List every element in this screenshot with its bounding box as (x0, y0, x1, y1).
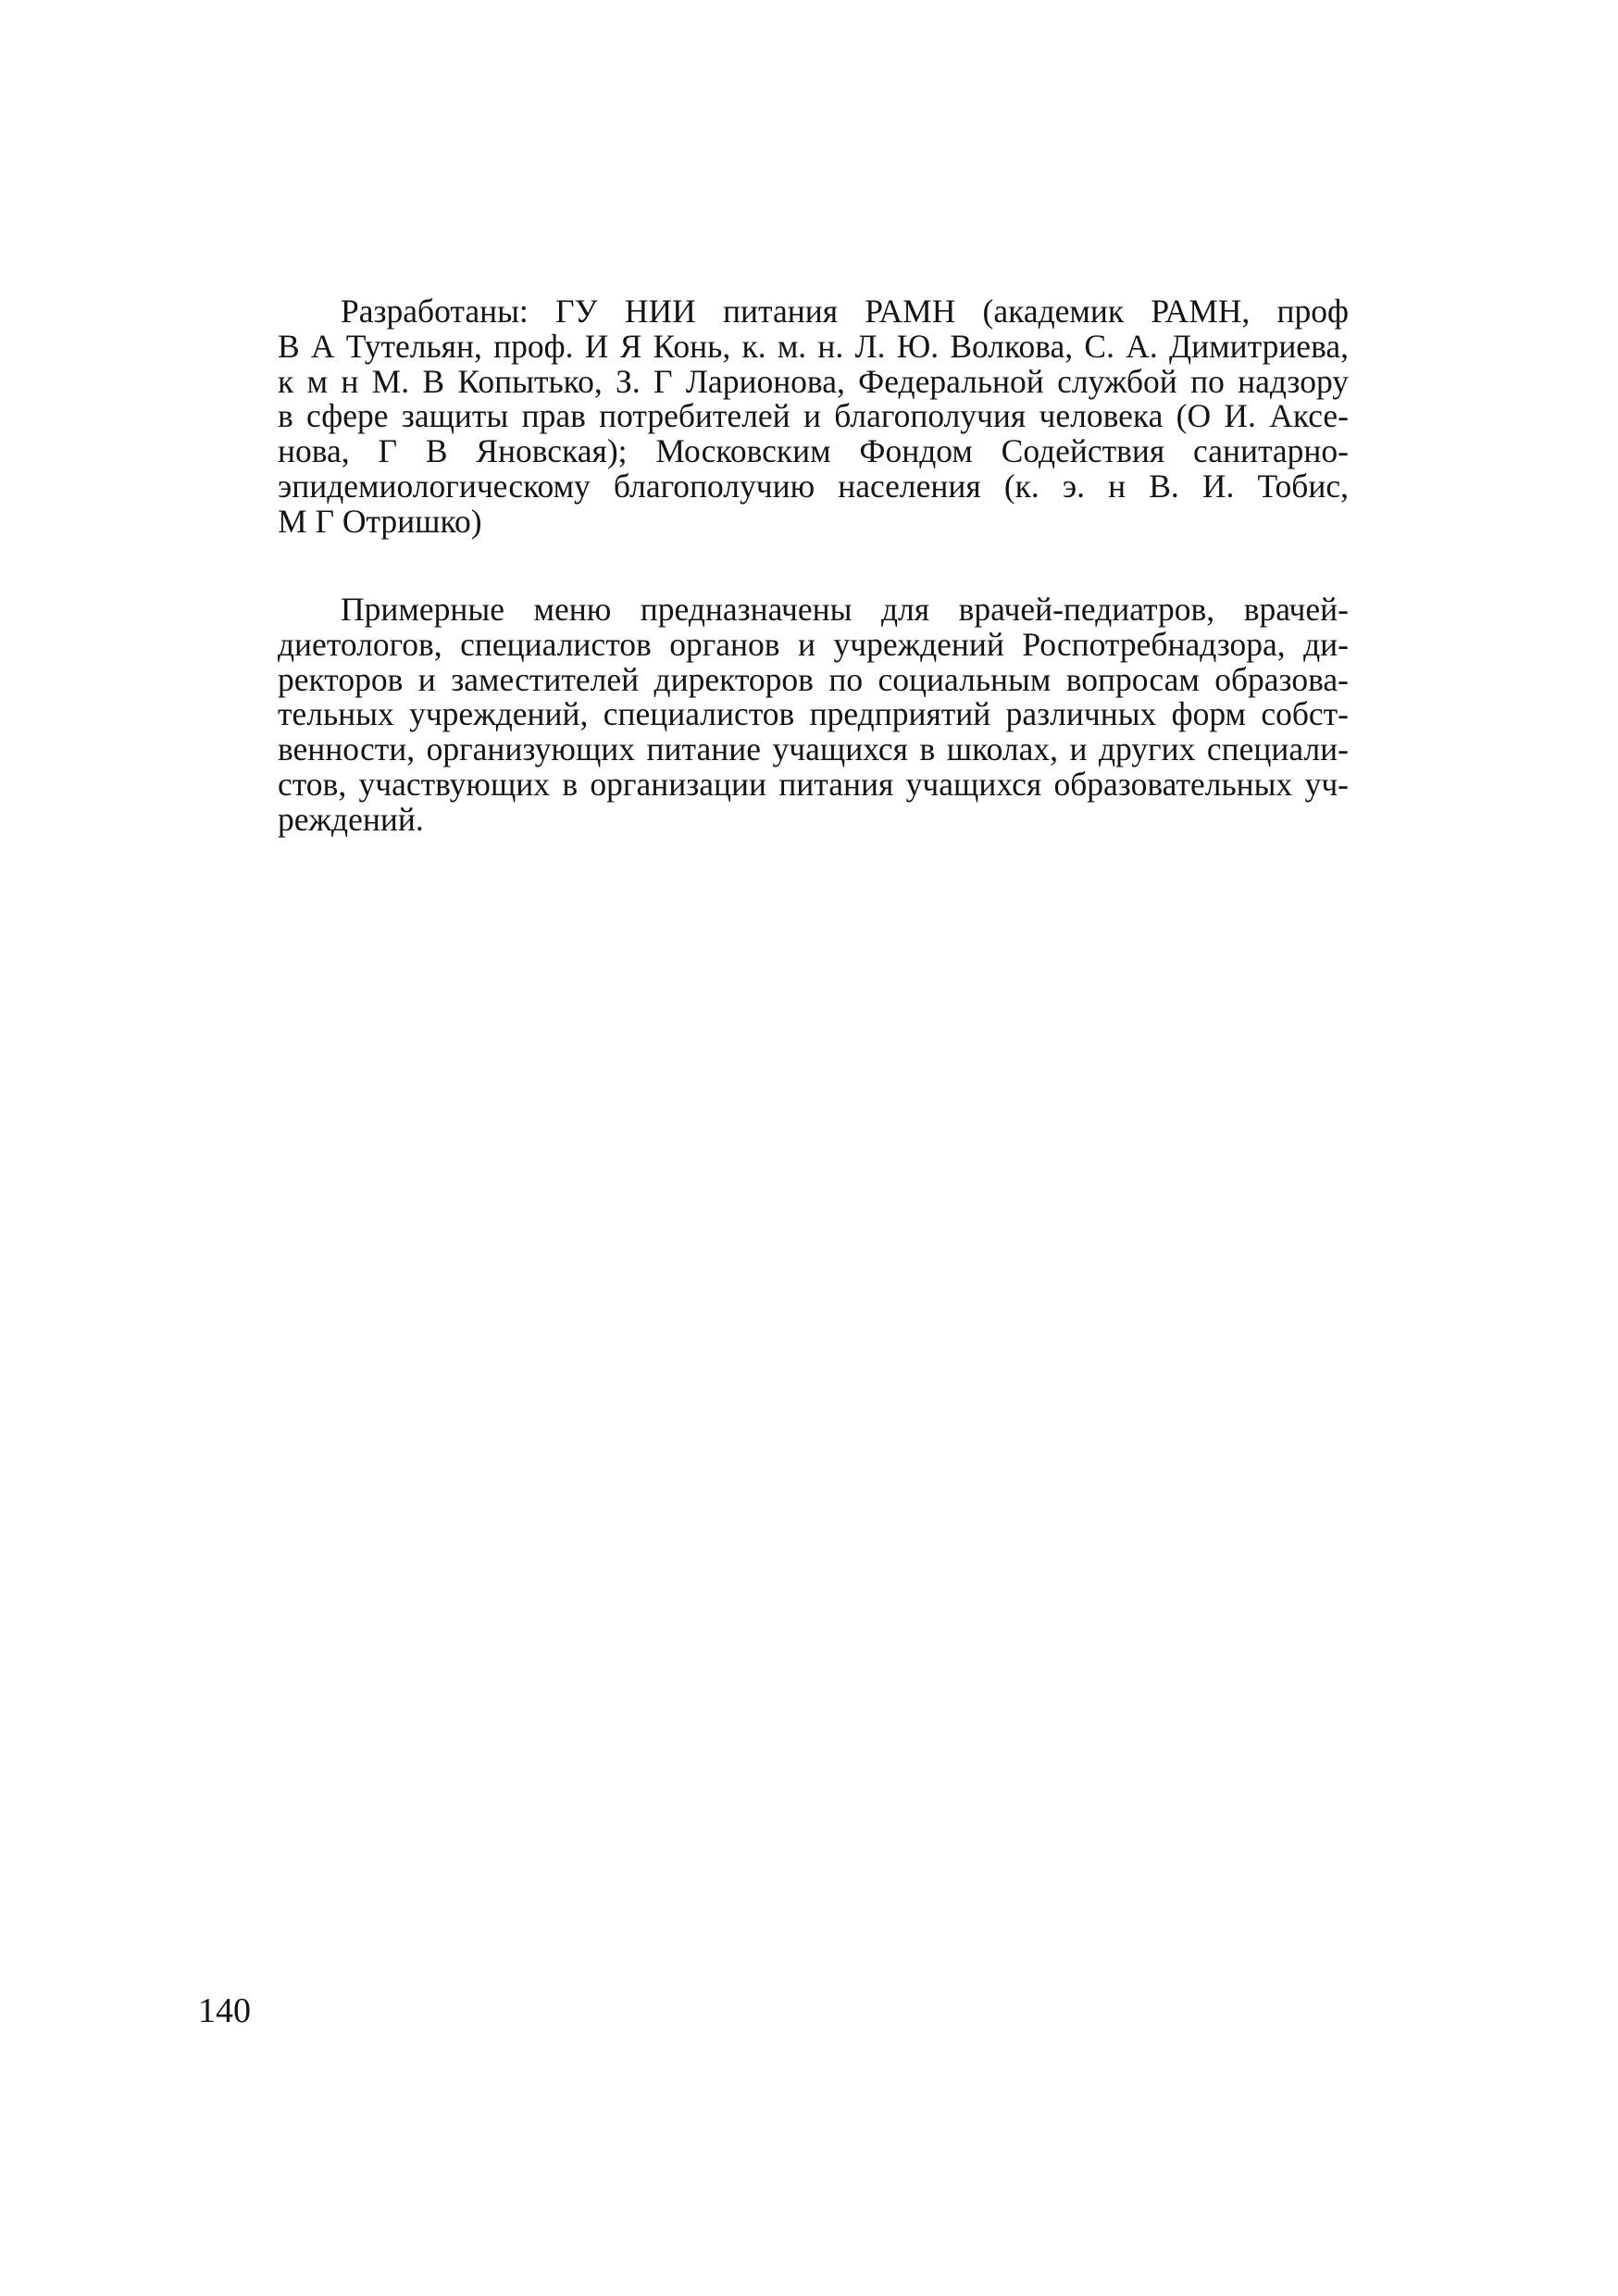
audience-paragraph (278, 593, 1349, 838)
text-line: эпидемиологическому благополучию населения (к. э. н В. И. Тобис, (278, 467, 1349, 505)
text-line: диетологов, специалистов органов и учреждений Роспотребнадзора, ди- (278, 625, 1349, 663)
text-line: ректоров и заместителей директоров по социальным вопросам образова- (278, 660, 1349, 698)
text-line: венности, организующих питание учащихся в школах, и других специали- (278, 730, 1349, 768)
text-line: Примерные меню предназначены для врачей-педиатров, врачей- (341, 591, 1349, 628)
text-line: стов, участвующих в организации питания учащихся образовательных уч- (278, 765, 1349, 803)
text-line: к м н М. В Копытько, З. Г Ларионова, Федеральной службой по надзору (278, 362, 1349, 400)
page-number: 140 (198, 1991, 251, 2030)
text-line: Разработаны: ГУ НИИ питания РАМН (академик РАМН, проф (341, 293, 1349, 330)
text-line: реждений. (278, 800, 424, 838)
developers-paragraph (278, 294, 1349, 540)
text-line: В А Тутельян, проф. И Я Конь, к. м. н. Л. Ю. Волкова, С. А. Димитриева, (278, 327, 1349, 365)
text-line: М Г Отришко) (278, 502, 482, 540)
text-line: тельных учреждений, специалистов предприятий различных форм собст- (278, 695, 1349, 733)
text-line: в сфере защиты прав потребителей и благополучия человека (О И. Аксе- (278, 397, 1349, 435)
text-line: нова, Г В Яновская); Московским Фондом Содействия санитарно- (278, 432, 1349, 470)
